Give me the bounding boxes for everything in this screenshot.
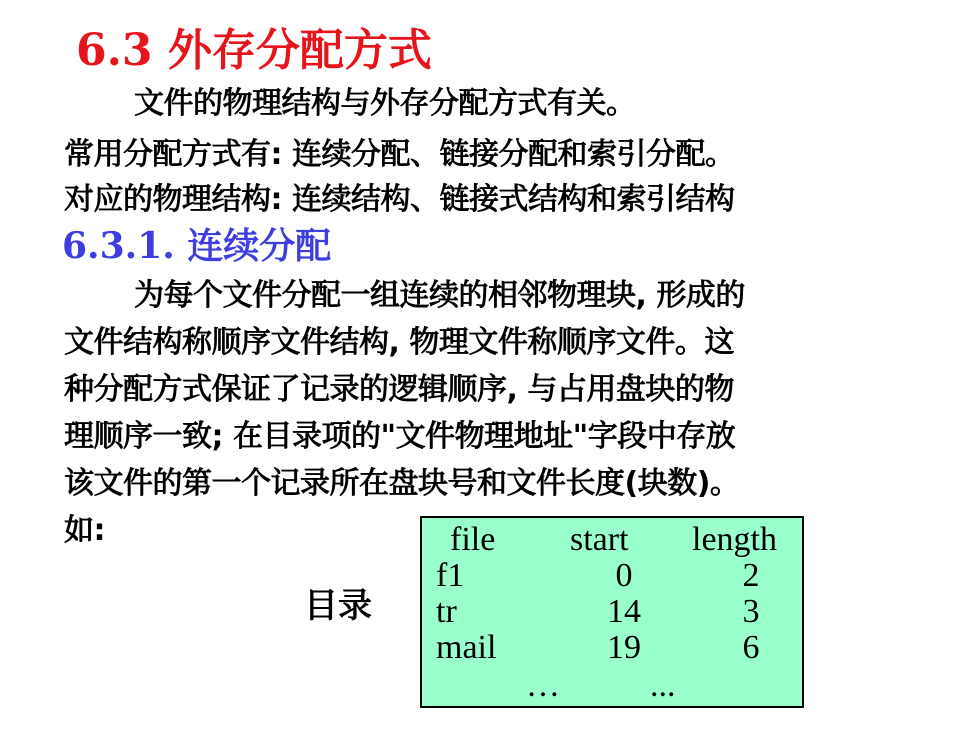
intro-line-2: 常用分配方式有: 连续分配、链接分配和索引分配。 [64,137,735,172]
paragraph-line-6: 如: [64,513,105,548]
table-header-row [422,520,802,560]
cell-start: 14 [607,593,641,630]
intro-line-1: 文件的物理结构与外存分配方式有关。 [134,86,636,121]
table-row [422,556,802,596]
table-row [422,628,802,668]
paragraph-line-4: 理顺序一致; 在目录项的"文件物理地址"字段中存放 [64,419,736,454]
section-title: 6.3 外存分配方式 [76,25,432,76]
intro-line-3: 对应的物理结构: 连续结构、链接式结构和索引结构 [64,182,735,217]
cell-length: 3 [742,593,760,630]
paragraph-line-1: 为每个文件分配一组连续的相邻物理块, 形成的 [134,278,745,313]
ellipsis-2: ... [650,667,676,704]
cell-length: 6 [742,629,760,666]
paragraph-line-3: 种分配方式保证了记录的逻辑顺序, 与占用盘块的物 [64,372,734,407]
header-file: file [450,521,496,558]
header-start: start [570,521,629,558]
table-row [422,592,802,632]
table-ellipsis-row [422,666,802,706]
paragraph-line-2: 文件结构称顺序文件结构, 物理文件称顺序文件。这 [64,325,734,360]
cell-file: f1 [436,557,465,594]
directory-table [420,516,804,708]
subsection-title: 6.3.1. 连续分配 [62,225,332,267]
cell-file: tr [436,593,457,630]
directory-label: 目录 [304,586,372,626]
cell-file: mail [436,629,497,666]
cell-start: 19 [607,629,641,666]
header-length: length [692,521,777,558]
ellipsis-1: … [526,667,560,704]
cell-start: 0 [615,557,633,594]
cell-length: 2 [742,557,760,594]
paragraph-line-5: 该文件的第一个记录所在盘块号和文件长度(块数)。 [64,466,740,501]
